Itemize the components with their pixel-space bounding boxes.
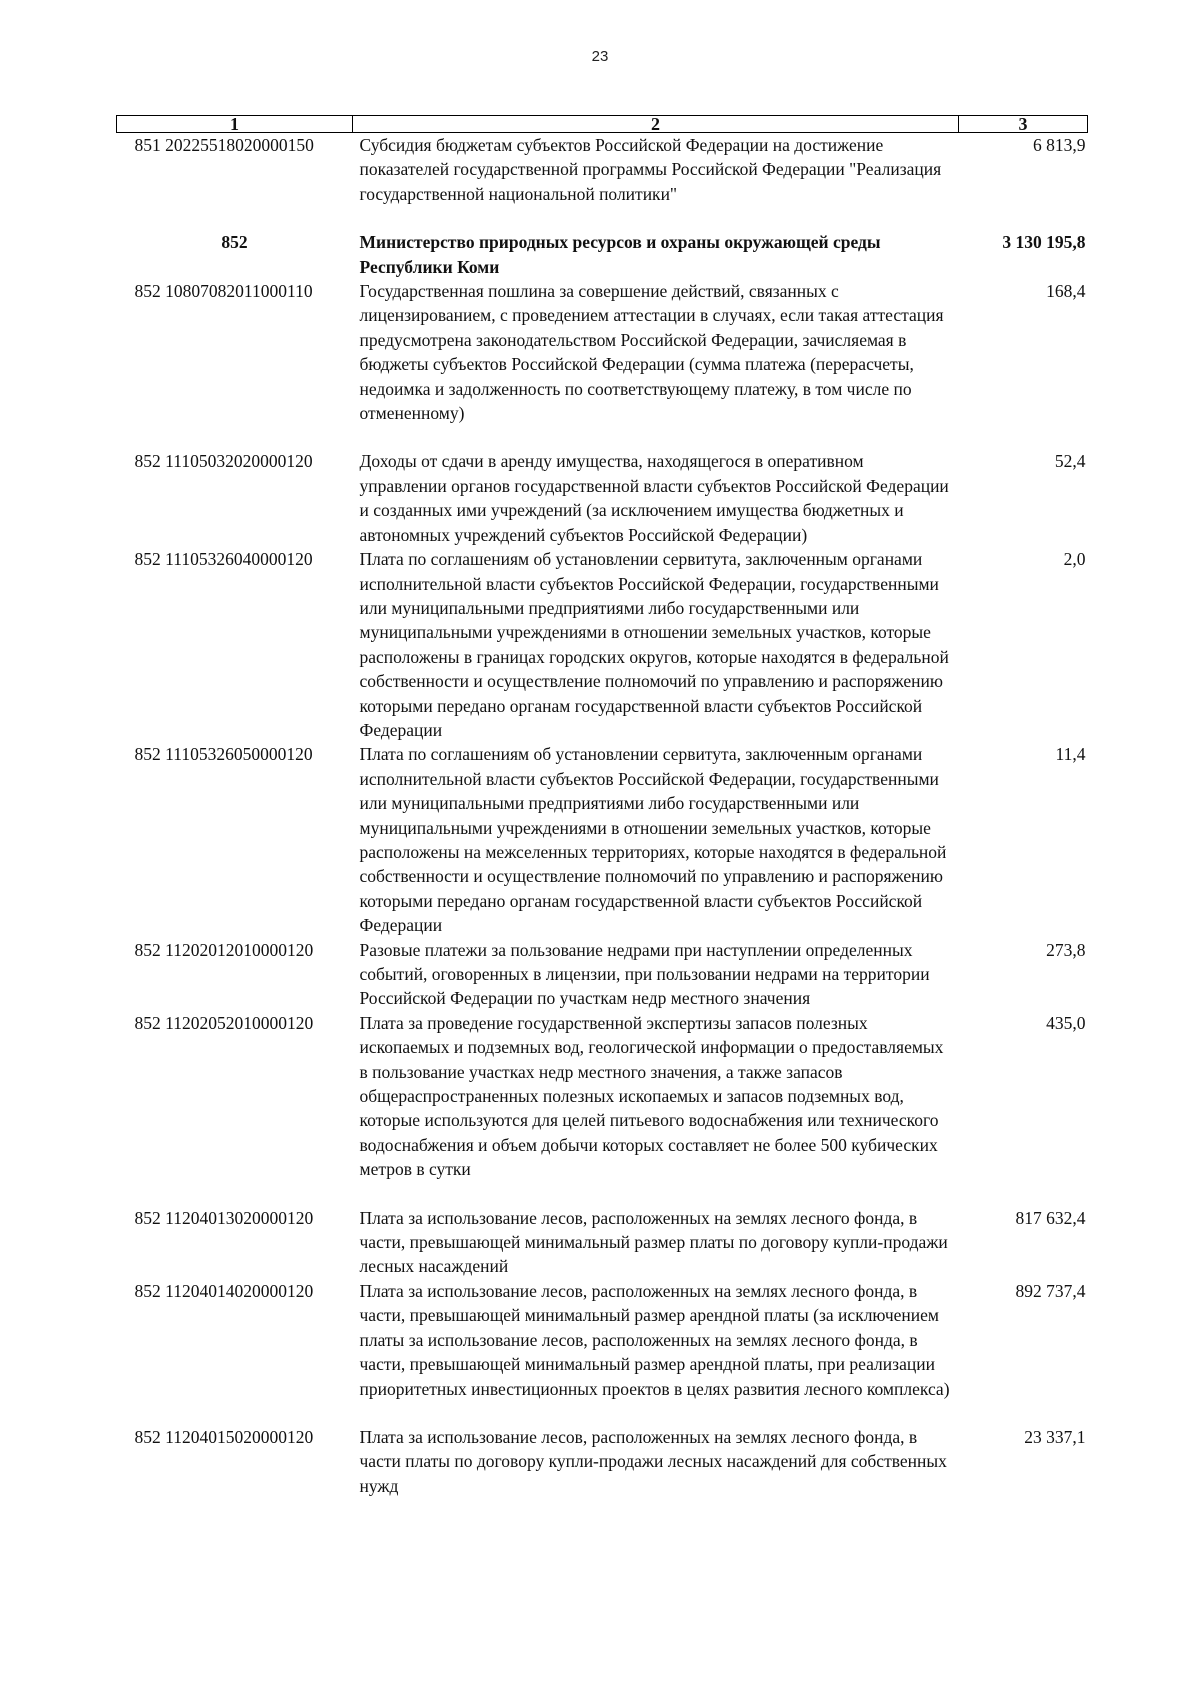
- row-code: 852 11105326040000120: [134, 549, 313, 570]
- row-description: Субсидия бюджетам субъектов Российской Федерации на достижение показателей государственной программы Российской Федерации "Реализация государственной национальной политики": [359, 135, 942, 204]
- row-description: Плата за использование лесов, расположенных на землях лесного фонда, в части платы по договору купли-продажи лесных насаждений для собственных нужд: [359, 1426, 947, 1496]
- section-row: [117, 230, 1088, 279]
- column-header-amount: 3: [959, 116, 1088, 133]
- table-row: [117, 1279, 1088, 1425]
- row-description: Плата за проведение государственной экспертизы запасов полезных ископаемых и подземных вод, геологической информации о предоставляемых в пользование участках недр местного значения, а также запасов общераспространенных полезных ископаемых и запасов подземных вод, которые используются для целей питьевого водоснабжения или технического водоснабжения и объем добычи которых составляет не более 500 кубических метров в сутки: [359, 1012, 944, 1180]
- table-row: [117, 742, 1088, 937]
- row-code: 852 11204014020000120: [134, 1280, 314, 1301]
- row-code: 852 10807082011000110: [134, 281, 313, 302]
- row-description: Плата за использование лесов, расположенных на землях лесного фонда, в части, превышающей минимальный размер арендной платы (за исключением платы за использование лесов, расположенных на землях лесного фонда, в части, превышающей минимальный размер арендной платы, при реализации приоритетных инвестиционных проектов в целях развития лесного комплекса): [359, 1280, 950, 1399]
- row-code: 851 20225518020000150: [134, 135, 314, 155]
- row-description: Разовые платежи за пользование недрами при наступлении определенных событий, оговоренных в лицензии, при пользовании недрами на территории Российской Федерации по участкам недр местного значения: [359, 939, 930, 1009]
- page-number: 23: [591, 48, 609, 65]
- section-total: 3 130 195,8: [1002, 232, 1086, 253]
- row-description: Плата по соглашениям об установлении сервитута, заключенным органами исполнительной власти субъектов Российской Федерации, государственными или муниципальными предприятиями либо государственными или муниципальными учреждениями в отношении земельных участков, которые расположены в границах городских округов, которые находятся в федеральной собственности и осуществление полномочий по управлению и распоряжению которыми передано органам государственной власти субъектов Российской Федерации: [359, 549, 949, 740]
- section-title: Министерство природных ресурсов и охраны окружающей среды Республики Коми: [359, 232, 881, 277]
- row-description: Плата за использование лесов, расположенных на землях лесного фонда, в части, превышающей минимальный размер платы по договору купли-продажи лесных насаждений: [359, 1207, 948, 1277]
- row-amount: 6 813,9: [1033, 135, 1086, 155]
- row-amount: 273,8: [1046, 939, 1086, 960]
- table-row: [117, 1425, 1088, 1498]
- revenue-table: [116, 115, 1088, 1498]
- row-amount: 168,4: [1046, 281, 1086, 302]
- row-description: Доходы от сдачи в аренду имущества, находящегося в оперативном управлении органов государственной власти субъектов Российской Федерации и созданных ими учреждений (за исключением имущества бюджетных и автономных учреждений субъектов Российской Федерации): [359, 451, 949, 545]
- row-amount: 435,0: [1046, 1012, 1086, 1033]
- row-code: 852 11202052010000120: [134, 1012, 314, 1033]
- row-code: 852 11105032020000120: [134, 451, 313, 472]
- section-code: 852: [221, 232, 248, 253]
- table-row: [117, 1011, 1088, 1206]
- table-row: [117, 279, 1088, 449]
- row-amount: 11,4: [1055, 744, 1086, 765]
- table-header-row: [117, 116, 1088, 133]
- table-row: [117, 547, 1088, 742]
- row-amount: 817 632,4: [1015, 1207, 1086, 1228]
- column-header-description: 2: [353, 116, 959, 133]
- table-row: [117, 449, 1088, 547]
- table-row: [117, 133, 1088, 231]
- row-code: 852 11204015020000120: [134, 1426, 314, 1447]
- row-code: 852 11202012010000120: [134, 939, 314, 960]
- table-row: [117, 938, 1088, 1011]
- table-row: [117, 1206, 1088, 1279]
- row-amount: 23 337,1: [1024, 1426, 1086, 1447]
- row-description: Государственная пошлина за совершение действий, связанных с лицензированием, с проведением аттестации в случаях, если такая аттестация предусмотрена законодательством Российской Федерации, зачисляемая в бюджеты субъектов Российской Федерации (сумма платежа (перерасчеты, недоимка и задолженность по соответствующему платежу, в том числе по отмененному): [359, 281, 944, 424]
- row-code: 852 11105326050000120: [134, 744, 313, 765]
- row-description: Плата по соглашениям об установлении сервитута, заключенным органами исполнительной власти субъектов Российской Федерации, государственными или муниципальными предприятиями либо государственными или муниципальными учреждениями в отношении земельных участков, которые расположены на межселенных территориях, которые находятся в федеральной собственности и осуществление полномочий по управлению и распоряжению которыми передано органам государственной власти субъектов Российской Федерации: [359, 744, 947, 936]
- column-header-code: 1: [117, 116, 353, 133]
- row-code: 852 11204013020000120: [134, 1207, 314, 1228]
- row-amount: 892 737,4: [1015, 1280, 1086, 1301]
- row-amount: 2,0: [1063, 549, 1086, 570]
- row-amount: 52,4: [1054, 451, 1086, 472]
